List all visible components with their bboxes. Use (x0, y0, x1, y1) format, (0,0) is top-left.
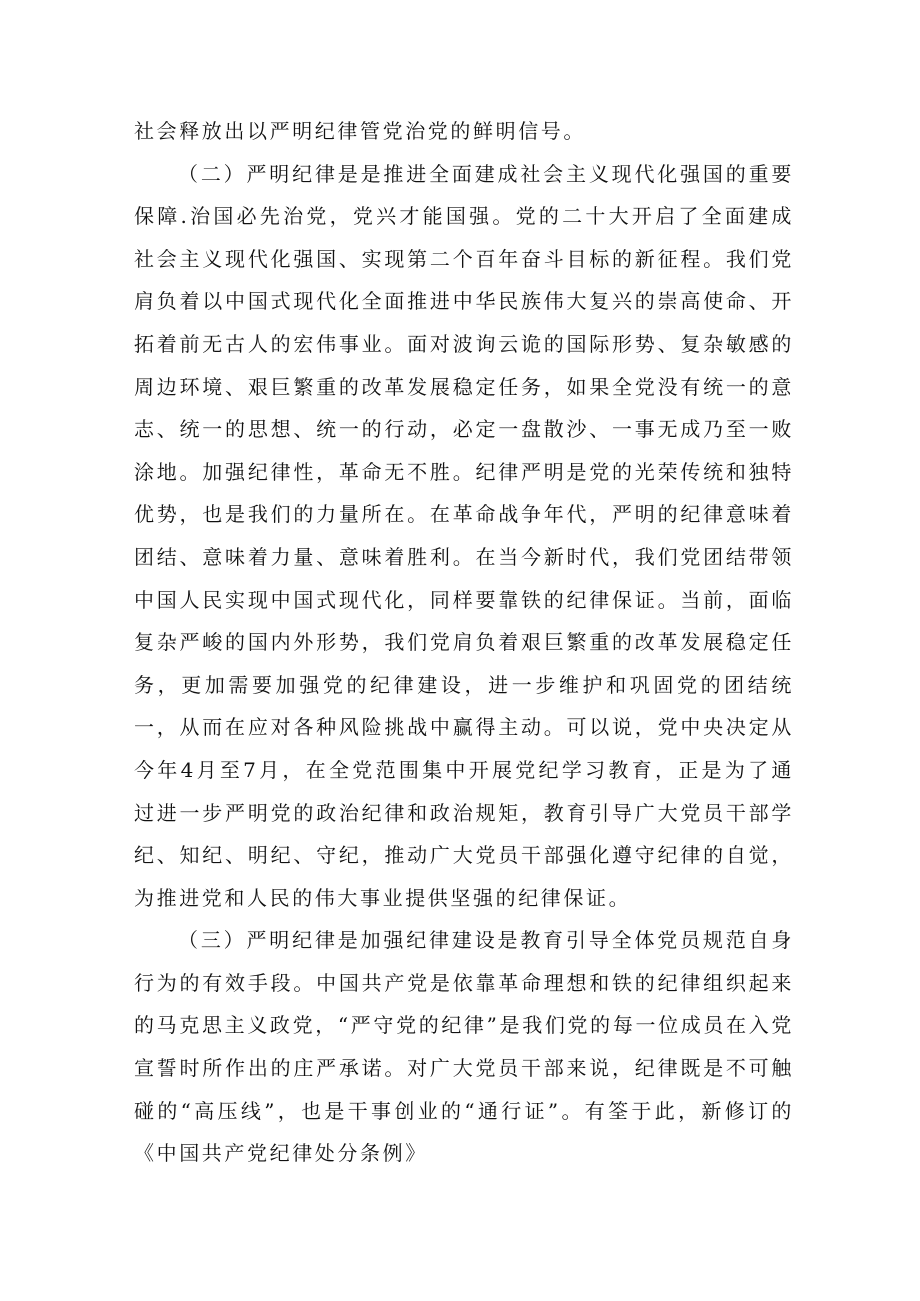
paragraph-section-three: （三）严明纪律是加强纪律建设是教育引导全体党员规范自身行为的有效手段。中国共产党是依靠革命理想和铁的纪律组织起来的马克思主义政党，“严守党的纪律”是我们党的每一位成员在入党宣誓时所作出的庄严承诺。对广大党员干部来说，纪律既是不可触碰的“高压线”，也是干事创业的“通行证”。有筌于此，新修订的《中国共产党纪律处分条例》 (134, 928, 794, 1166)
document-body (134, 110, 794, 1175)
paragraph-continuation: 社会释放出以严明纪律管党治党的鲜明信号。 (134, 119, 586, 143)
paragraph-section-two: （二）严明纪律是是推进全面建成社会主义现代化强国的重要保障.治国必先治党，党兴才能国强。党的二十大开启了全面建成社会主义现代化强国、实现第二个百年奋斗目标的新征程。我们党肩负着以中国式现代化全面推进中华民族伟大复兴的崇高使命、开拓着前无古人的宏伟事业。面对波询云诡的国际形势、复杂敏感的周边环境、艰巨繁重的改革发展稳定任务，如果全党没有统一的意志、统一的思想、统一的行动，必定一盘散沙、一事无成乃至一败涂地。加强纪律性，革命无不胜。纪律严明是党的光荣传统和独特优势，也是我们的力量所在。在革命战争年代，严明的纪律意味着团结、意味着力量、意味着胜利。在当今新时代，我们党团结带领中国人民实现中国式现代化，同样要靠铁的纪律保证。当前，面临复杂严峻的国内外形势，我们党肩负着艰巨繁重的改革发展稳定任务，更加需要加强党的纪律建设，进一步维护和巩固党的团结统一，从而在应对各种风险挑战中赢得主动。可以说，党中央决定从今年4月至7月，在全党范围集中开展党纪学习教育，正是为了通过进一步严明党的政治纪律和政治规矩，教育引导广大党员干部学纪、知纪、明纪、守纪，推动广大党员干部强化遵守纪律的自觉，为推进党和人民的伟大事业提供坚强的纪律保证。 (134, 161, 794, 910)
